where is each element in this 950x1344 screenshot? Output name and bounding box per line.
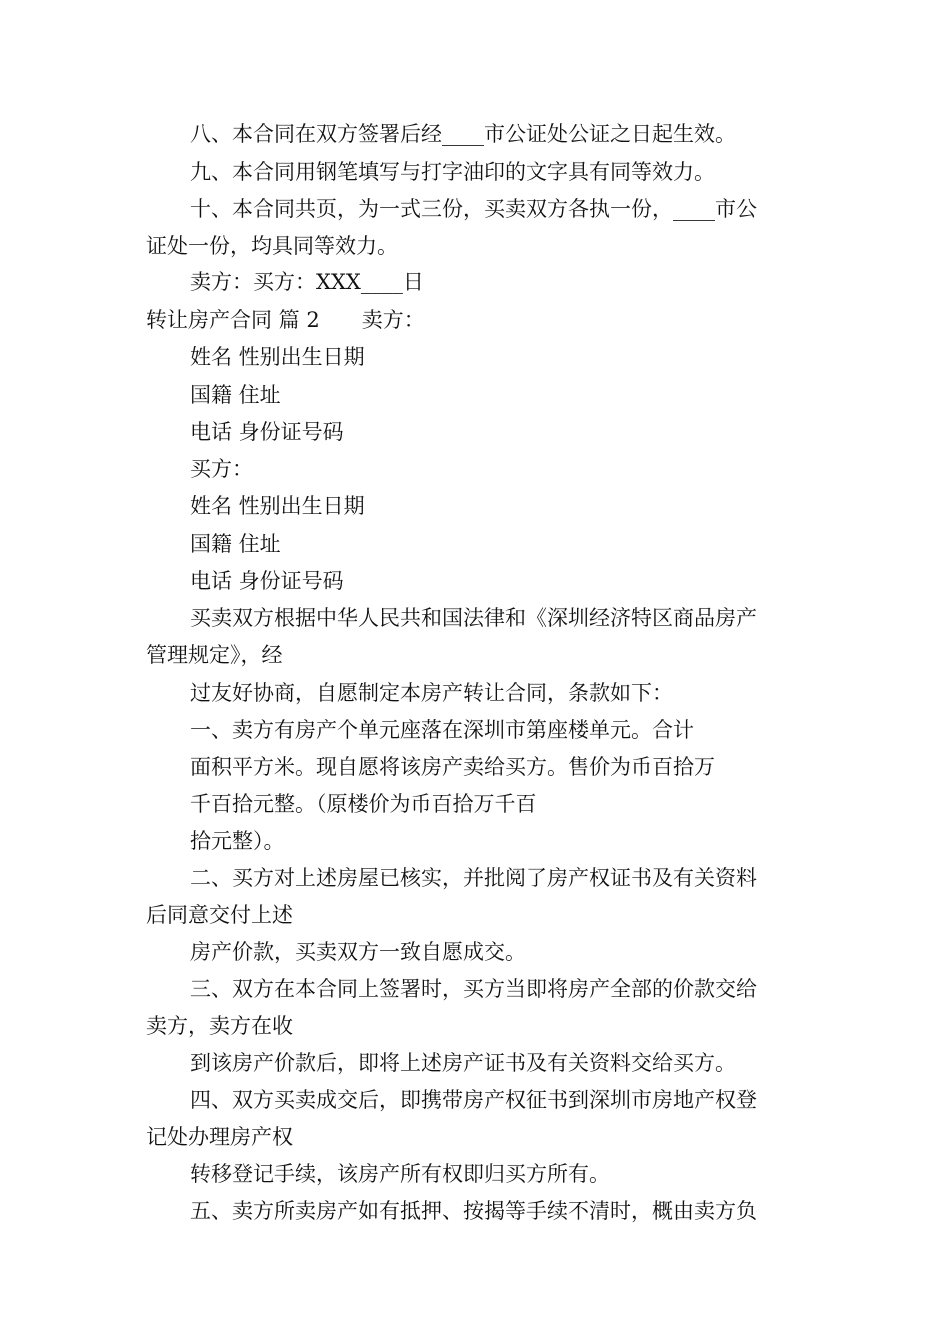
article-3-cont-2: 到该房产价款后，即将上述房产证书及有关资料交给买方。 — [190, 1051, 736, 1075]
article-2-cont-2: 房产价款，买卖双方一致自愿成交。 — [190, 940, 526, 964]
clause-10-cont: 证处一份，均具同等效力。 — [146, 234, 398, 258]
article-3: 三、双方在本合同上签署时，买方当即将房产全部的价款交给 — [190, 977, 757, 1001]
seller-phone-field: 电话 身份证号码 — [190, 420, 344, 444]
buyer-label: 买方： — [190, 457, 253, 481]
article-1-cont-3: 拾元整）。 — [190, 829, 285, 853]
preamble-cont-2: 过友好协商，自愿制定本房产转让合同，条款如下： — [190, 681, 673, 705]
buyer-phone-field: 电话 身份证号码 — [190, 569, 344, 593]
buyer-nationality-field: 国籍 住址 — [190, 532, 281, 556]
article-2: 二、买方对上述房屋已核实，并批阅了房产权证书及有关资料 — [190, 866, 757, 890]
article-1-cont-2: 千百拾元整。（原楼价为币百拾万千百 — [190, 792, 537, 816]
buyer-name-field: 姓名 性别出生日期 — [190, 494, 365, 518]
clause-10: 十、本合同共页，为一式三份，买卖双方各执一份，____市公 — [190, 197, 757, 221]
clause-8: 八、本合同在双方签署后经____市公证处公证之日起生效。 — [190, 122, 736, 146]
article-4-cont-2: 转移登记手续，该房产所有权即归买方所有。 — [190, 1162, 610, 1186]
article-1: 一、卖方有房产个单元座落在深圳市第座楼单元。合计 — [190, 718, 694, 742]
article-3-cont: 卖方，卖方在收 — [146, 1014, 293, 1038]
article-5: 五、卖方所卖房产如有抵押、按揭等手续不清时，概由卖方负 — [190, 1199, 757, 1223]
contract-2-heading: 转让房产合同 篇 2 卖方： — [146, 308, 425, 332]
seller-nationality-field: 国籍 住址 — [190, 383, 281, 407]
article-4-cont: 记处办理房产权 — [146, 1125, 293, 1149]
article-1-cont: 面积平方米。现自愿将该房产卖给买方。售价为币百拾万 — [190, 755, 715, 779]
preamble-cont: 管理规定》，经 — [146, 643, 283, 667]
signature-line: 卖方：买方：XXX____日 — [190, 270, 424, 294]
article-4: 四、双方买卖成交后，即携带房产权征书到深圳市房地产权登 — [190, 1088, 757, 1112]
preamble: 买卖双方根据中华人民共和国法律和《深圳经济特区商品房产 — [190, 606, 757, 630]
clause-9: 九、本合同用钢笔填写与打字油印的文字具有同等效力。 — [190, 160, 715, 184]
seller-name-field: 姓名 性别出生日期 — [190, 345, 365, 369]
article-2-cont: 后同意交付上述 — [146, 903, 293, 927]
